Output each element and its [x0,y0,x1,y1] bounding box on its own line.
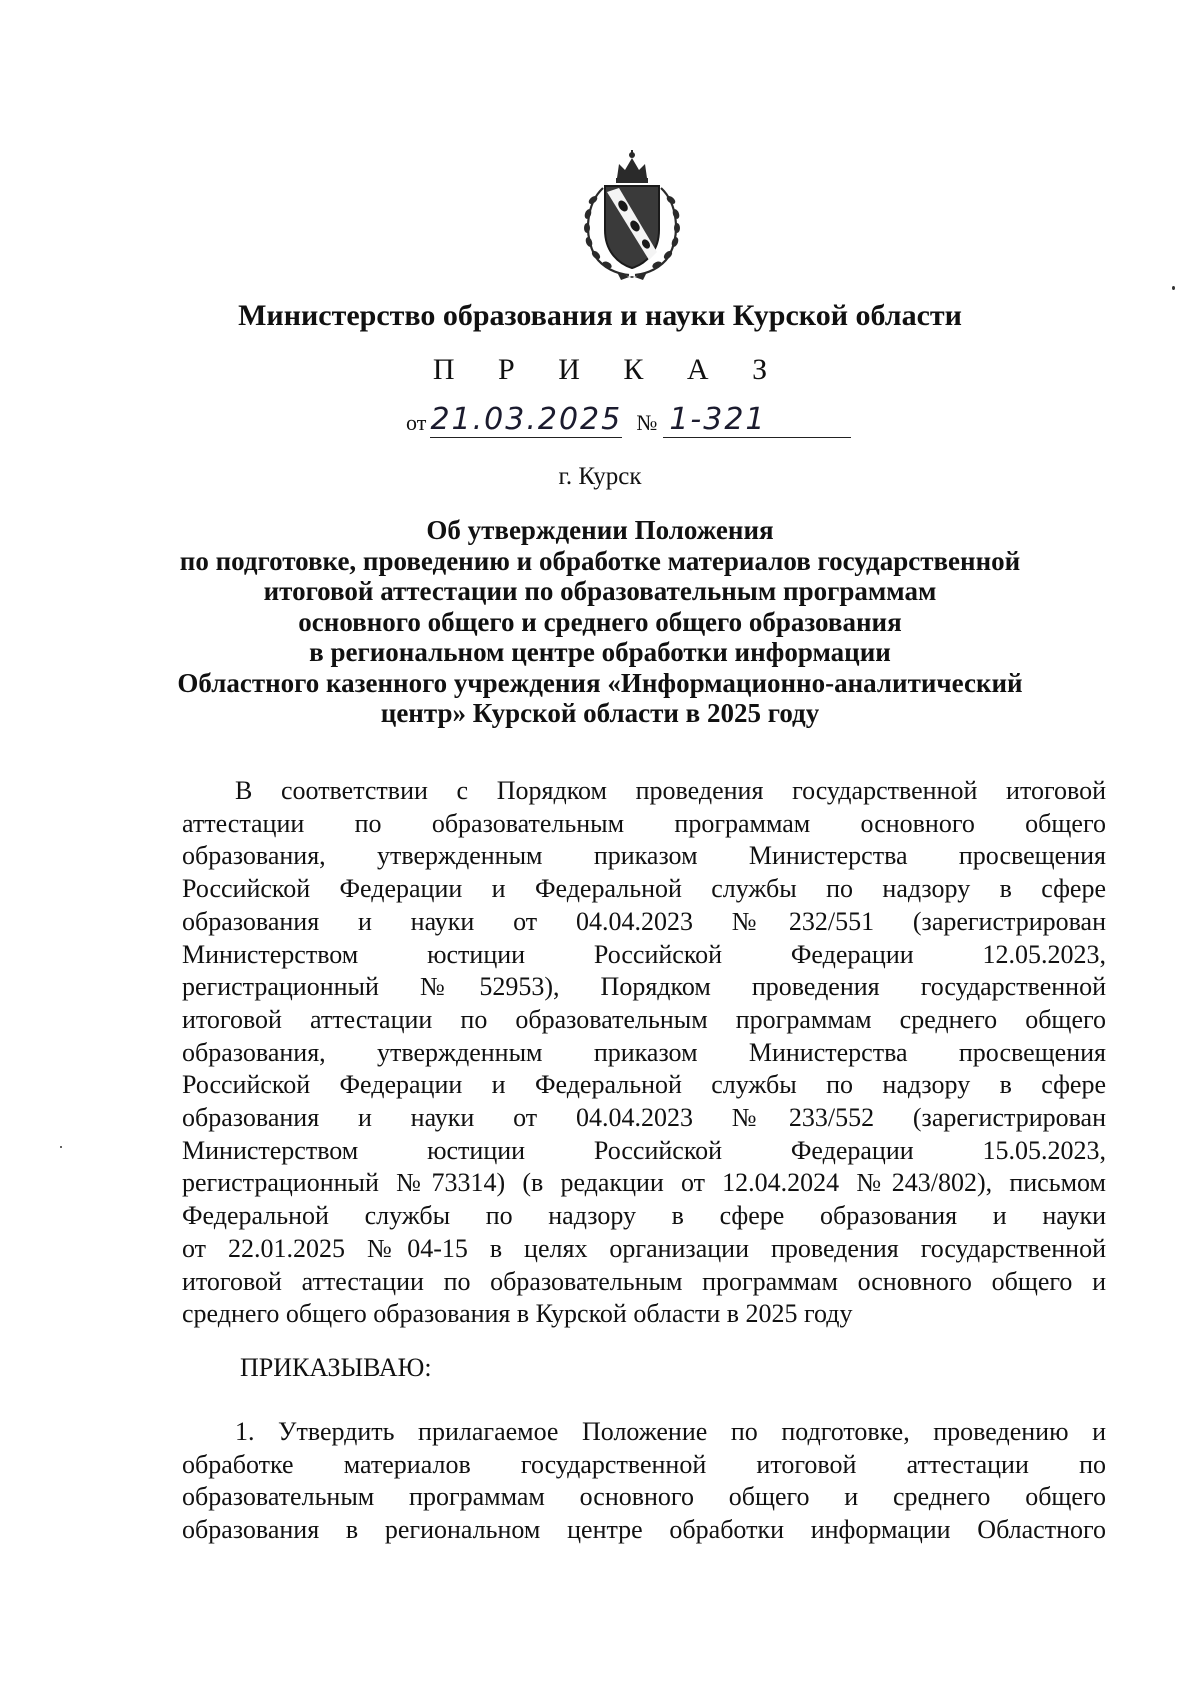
title-line: Об утверждении Положения [426,515,774,545]
city: г. Курск [558,463,642,490]
number-label: № [636,410,658,435]
text-line: итоговой аттестации по образовательным программам среднего общего [182,1004,1106,1034]
text-line: итоговой аттестации по образовательным программам основного общего и [182,1266,1106,1296]
order-date: 21.03.2025 [430,402,623,437]
date-label: от [406,410,427,435]
text-line: образования, утвержденным приказом Министерства просвещения [182,841,1106,871]
text-line: Министерством юстиции Российской Федерации 15.05.2023, [182,1135,1106,1165]
title-line: основного общего и среднего общего образования [298,606,902,637]
text-line: В соответствии с Порядком проведения государственной итоговой [235,776,1106,805]
text-line: Федеральной службы по надзору в сфере образования и науки [182,1201,1106,1231]
title-line: по подготовке, проведению и обработке материалов государственной [179,545,1021,576]
text-line: регистрационный №52953), Порядком проведения государственной [182,972,1106,1002]
document-title [100,515,1100,729]
text-line: Российской Федерации и Федеральной службы по надзору в сфере [182,1070,1106,1100]
title-line: в региональном центре обработки информации [309,637,891,667]
order-date-number-row [406,398,851,438]
text-line: обработке материалов государственной итоговой аттестации по [182,1449,1106,1479]
text-line: от 22.01.2025 №04-15 в целях организации проведения государственной [182,1233,1106,1263]
decree-word: ПРИКАЗЫВАЮ: [240,1353,432,1382]
scan-speck [60,1146,62,1148]
title-line: Областного казенного учреждения «Информационно-аналитический [177,667,1023,698]
item-1-paragraph [182,1416,1106,1547]
text-line: среднего общего образования в Курской области в 2025 году [182,1299,853,1329]
kursk-coat-of-arms-icon [573,148,691,282]
text-line: образования, утвержденным приказом Министерства просвещения [182,1037,1106,1067]
text-line: образования и науки от 04.04.2023 №232/551 (зарегистрирован [182,906,1106,936]
text-line: образования и науки от 04.04.2023 №233/552 (зарегистрирован [182,1103,1106,1133]
title-line: итоговой аттестации по образовательным программам [263,576,937,606]
title-line: центр» Курской области в 2025 году [380,698,820,728]
text-line: аттестации по образовательным программам основного общего [182,808,1106,838]
text-line: регистрационный №73314) (в редакции от 12.04.2024 №243/802), письмом [182,1168,1106,1198]
preamble-paragraph [182,775,1106,1331]
scan-speck [1172,286,1175,290]
document-type: П Р И К А З [432,353,786,386]
text-line: образовательным программам основного общего и среднего общего [182,1482,1106,1512]
text-line: Министерством юстиции Российской Федерации 12.05.2023, [182,939,1106,969]
text-line: Российской Федерации и Федеральной службы по надзору в сфере [182,874,1106,904]
ministry-name: Министерство образования и науки Курской области [238,299,962,332]
text-line: образования в региональном центре обработки информации Областного [182,1515,1106,1545]
order-number: 1-321 [663,403,851,438]
text-line: 1. Утвердить прилагаемое Положение по подготовке, проведению и [235,1417,1106,1446]
